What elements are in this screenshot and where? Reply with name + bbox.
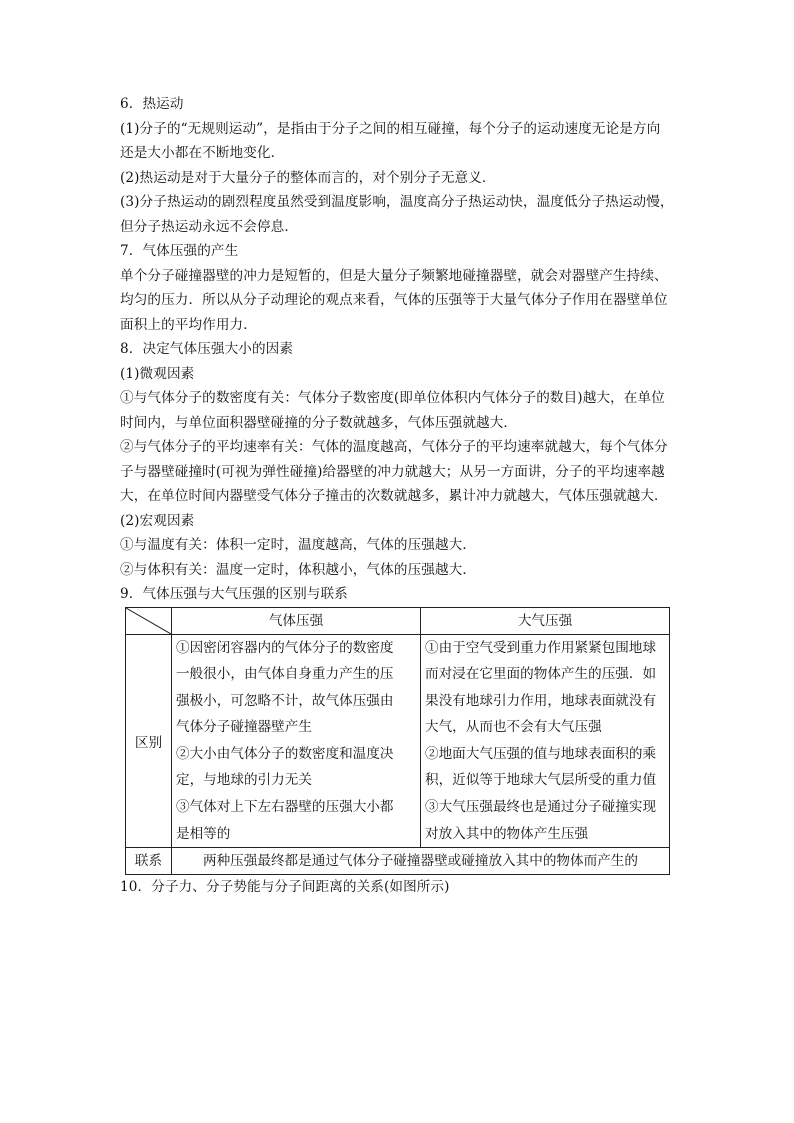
cell-line: ②大小由气体分子的数密度和温度决 xyxy=(176,745,394,762)
gas-pressure-cell xyxy=(172,634,421,848)
paragraph-line: ①与温度有关：体积一定时，温度越高，气体的压强越大． xyxy=(120,537,477,553)
paragraph-line: (3)分子热运动的剧烈程度虽然受到温度影响，温度高分子热运动快，温度低分子热运动慢， xyxy=(120,194,674,210)
cell-line: 对放入其中的物体产生压强 xyxy=(425,825,589,842)
atm-pressure-cell xyxy=(421,634,670,848)
cell-line: 大气，从而也不会有大气压强 xyxy=(425,719,602,736)
cell-line: ②地面大气压强的值与地球表面积的乘 xyxy=(425,745,657,762)
paragraph-line: 时间内，与单位面积器壁碰撞的分子数就越多，气体压强就越大． xyxy=(120,414,518,431)
cell-line: 是相等的 xyxy=(176,825,231,842)
paragraph-line: 大，在单位时间内器壁受气体分子撞击的次数就越多，累计冲力就越大，气体压强就越大． xyxy=(120,488,668,504)
subheading-macro: (2)宏观因素 xyxy=(120,512,195,529)
paragraph-line: 子与器壁碰撞时(可视为弹性碰撞)给器壁的冲力就越大；从另一方面讲，分子的平均速率越 xyxy=(120,463,665,480)
heading-10: 10．分子力、分子势能与分子间距离的关系(如图所示) xyxy=(120,879,450,896)
cell-line: ③气体对上下左右器壁的压强大小都 xyxy=(176,799,394,816)
paragraph-line: 单个分子碰撞器壁的冲力是短暂的，但是大量分子频繁地碰撞器壁，就会对器壁产生持续、 xyxy=(120,267,668,284)
cell-line: ③大气压强最终也是通过分子碰撞实现 xyxy=(425,799,657,816)
cell-line: 定，与地球的引力无关 xyxy=(176,772,312,789)
paragraph-line: 但分子热运动永远不会停息． xyxy=(120,218,299,235)
cell-line: 积，近似等于地球大气层所受的重力值 xyxy=(425,772,657,789)
row-header-diff: 区别 xyxy=(126,634,172,848)
cell-line: ①由于空气受到重力作用紧紧包围地球 xyxy=(425,639,657,656)
body-text xyxy=(120,92,680,607)
heading-7: 7．气体压强的产生 xyxy=(120,243,239,259)
subheading-micro: (1)微观因素 xyxy=(120,365,195,382)
link-cell: 两种压强最终都是通过气体分子碰撞器壁或碰撞放入其中的物体而产生的 xyxy=(172,848,670,875)
cell-line: 而对浸在它里面的物体产生的压强．如 xyxy=(425,666,657,683)
cell-line: 一般很小，由气体自身重力产生的压 xyxy=(176,666,394,683)
column-header-atm: 大气压强 xyxy=(421,607,670,634)
paragraph-line: 均匀的压力．所以从分子动理论的观点来看，气体的压强等于大量气体分子作用在器壁单位 xyxy=(120,292,668,308)
paragraph-line: (1)分子的“无规则运动”，是指由于分子之间的相互碰撞，每个分子的运动速度无论是方向 xyxy=(120,120,661,137)
comparison-table xyxy=(125,607,670,876)
heading-8: 8．决定气体压强大小的因素 xyxy=(120,341,294,357)
paragraph-line: 面积上的平均作用力． xyxy=(120,316,257,333)
cell-line: 气体分子碰撞器壁产生 xyxy=(176,719,312,736)
row-header-link: 联系 xyxy=(126,848,172,875)
paragraph-line: (2)热运动是对于大量分子的整体而言的，对个别分子无意义． xyxy=(120,169,496,186)
paragraph-line: ②与体积有关：温度一定时，体积越小，气体的压强越大． xyxy=(120,561,477,578)
paragraph-line: ①与气体分子的数密度有关：气体分子数密度(即单位体积内气体分子的数目)越大，在单位 xyxy=(120,390,665,406)
column-header-gas: 气体压强 xyxy=(172,607,421,634)
heading-9: 9．气体压强与大气压强的区别与联系 xyxy=(120,586,348,602)
document-page xyxy=(120,92,680,900)
table-corner-cell xyxy=(126,607,172,634)
paragraph-line: 还是大小都在不断地变化． xyxy=(120,145,285,161)
diagonal-line xyxy=(126,608,171,634)
cell-line: ①因密闭容器内的气体分子的数密度 xyxy=(176,639,394,656)
cell-line: 强极小，可忽略不计，故气体压强由 xyxy=(176,692,394,709)
cell-line: 果没有地球引力作用，地球表面就没有 xyxy=(425,692,657,709)
paragraph-line: ②与气体分子的平均速率有关：气体的温度越高，气体分子的平均速率就越大，每个气体分 xyxy=(120,439,668,455)
heading-6: 6．热运动 xyxy=(120,96,184,112)
